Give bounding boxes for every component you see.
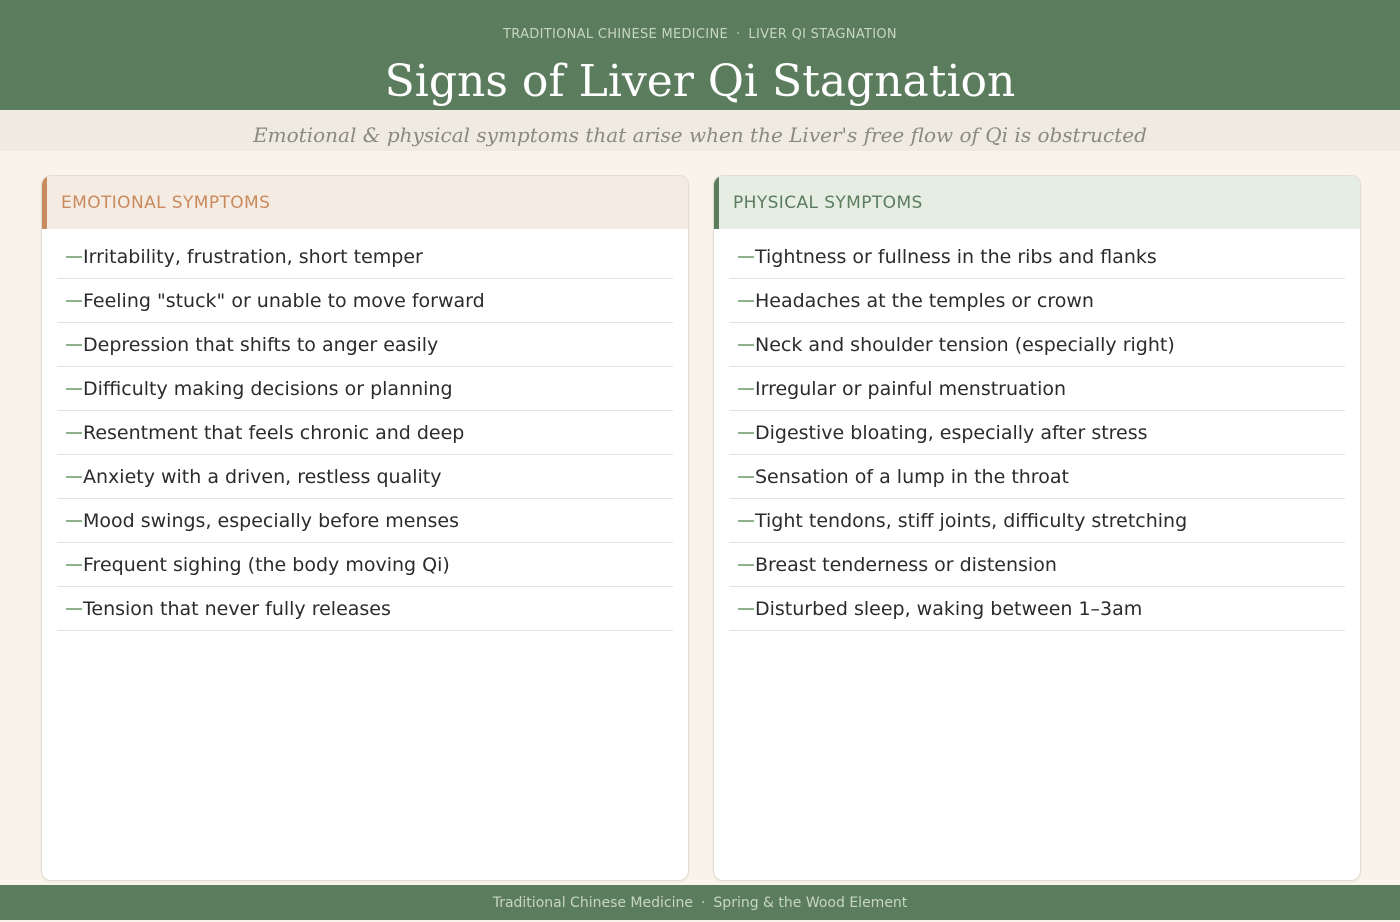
emotional-symptom-item <box>57 499 673 543</box>
emotional-symptom-item-label: Tension that never fully releases <box>83 597 391 620</box>
dash-bullet-icon <box>738 344 754 346</box>
emotional-symptom-item-label: Resentment that feels chronic and deep <box>83 421 465 444</box>
physical-symptom-item-label: Headaches at the temples or crown <box>755 289 1094 312</box>
page-subtitle: Emotional & physical symptoms that arise when the Liver's free flow of Qi is obstructed <box>253 123 1147 147</box>
physical-symptom-item-label: Sensation of a lump in the throat <box>755 465 1069 488</box>
physical-symptom-item <box>729 235 1345 279</box>
physical-symptom-item-label: Tightness or fullness in the ribs and flanks <box>755 245 1157 268</box>
footer-left-text: Traditional Chinese Medicine <box>492 895 693 911</box>
dash-bullet-icon <box>66 564 82 566</box>
emotional-symptom-item-label: Depression that shifts to anger easily <box>83 333 439 356</box>
emotional-symptom-item <box>57 279 673 323</box>
emotional-symptom-item <box>57 455 673 499</box>
dash-bullet-icon <box>738 520 754 522</box>
emotional-symptom-item <box>57 411 673 455</box>
emotional-symptom-item <box>57 587 673 631</box>
kicker-separator: · <box>735 27 741 42</box>
emotional-symptom-item-label: Anxiety with a driven, restless quality <box>83 465 442 488</box>
physical-symptom-item-label: Breast tenderness or distension <box>755 553 1057 576</box>
emotional-symptom-item <box>57 367 673 411</box>
emotional-symptom-item-label: Irritability, frustration, short temper <box>83 245 423 268</box>
physical-symptom-item <box>729 279 1345 323</box>
physical-symptoms-heading: PHYSICAL SYMPTOMS <box>714 176 1360 229</box>
kicker-topic: LIVER QI STAGNATION <box>748 27 897 42</box>
dash-bullet-icon <box>66 608 82 610</box>
page-title: Signs of Liver Qi Stagnation <box>384 56 1016 107</box>
dash-bullet-icon <box>66 256 82 258</box>
dash-bullet-icon <box>66 520 82 522</box>
footer <box>0 885 1400 920</box>
dash-bullet-icon <box>738 564 754 566</box>
physical-symptom-item-label: Digestive bloating, especially after stress <box>755 421 1148 444</box>
physical-symptom-item <box>729 543 1345 587</box>
dash-bullet-icon <box>66 476 82 478</box>
physical-symptom-item-label: Disturbed sleep, waking between 1–3am <box>755 597 1143 620</box>
physical-symptom-item-label: Tight tendons, stiff joints, difficulty stretching <box>755 509 1188 532</box>
physical-symptom-item-label: Neck and shoulder tension (especially right) <box>755 333 1175 356</box>
physical-symptom-item <box>729 367 1345 411</box>
footer-right-text: Spring & the Wood Element <box>713 895 908 911</box>
dash-bullet-icon <box>738 256 754 258</box>
physical-symptoms-list <box>714 229 1360 631</box>
kicker-category: TRADITIONAL CHINESE MEDICINE <box>503 27 728 42</box>
dash-bullet-icon <box>66 432 82 434</box>
physical-symptom-item-label: Irregular or painful menstruation <box>755 377 1067 400</box>
dash-bullet-icon <box>66 344 82 346</box>
emotional-symptom-item-label: Difficulty making decisions or planning <box>83 377 453 400</box>
emotional-symptoms-list <box>42 229 688 631</box>
header <box>0 0 1400 110</box>
footer-separator: · <box>700 895 706 911</box>
dash-bullet-icon <box>66 300 82 302</box>
emotional-symptom-item <box>57 323 673 367</box>
dash-bullet-icon <box>738 388 754 390</box>
physical-symptoms-card <box>713 175 1361 881</box>
dash-bullet-icon <box>66 388 82 390</box>
emotional-symptom-item-label: Mood swings, especially before menses <box>83 509 460 532</box>
dash-bullet-icon <box>738 608 754 610</box>
emotional-symptoms-heading: EMOTIONAL SYMPTOMS <box>42 176 688 229</box>
physical-symptom-item <box>729 499 1345 543</box>
emotional-symptom-item <box>57 235 673 279</box>
physical-symptom-item <box>729 587 1345 631</box>
emotional-symptom-item-label: Frequent sighing (the body moving Qi) <box>83 553 450 576</box>
emotional-symptom-item <box>57 543 673 587</box>
subtitle-band <box>0 110 1400 151</box>
physical-symptom-item <box>729 323 1345 367</box>
dash-bullet-icon <box>738 432 754 434</box>
physical-symptom-item <box>729 455 1345 499</box>
emotional-symptoms-card <box>41 175 689 881</box>
kicker <box>0 27 1400 42</box>
physical-symptom-item <box>729 411 1345 455</box>
dash-bullet-icon <box>738 476 754 478</box>
dash-bullet-icon <box>738 300 754 302</box>
emotional-symptom-item-label: Feeling "stuck" or unable to move forward <box>83 289 485 312</box>
